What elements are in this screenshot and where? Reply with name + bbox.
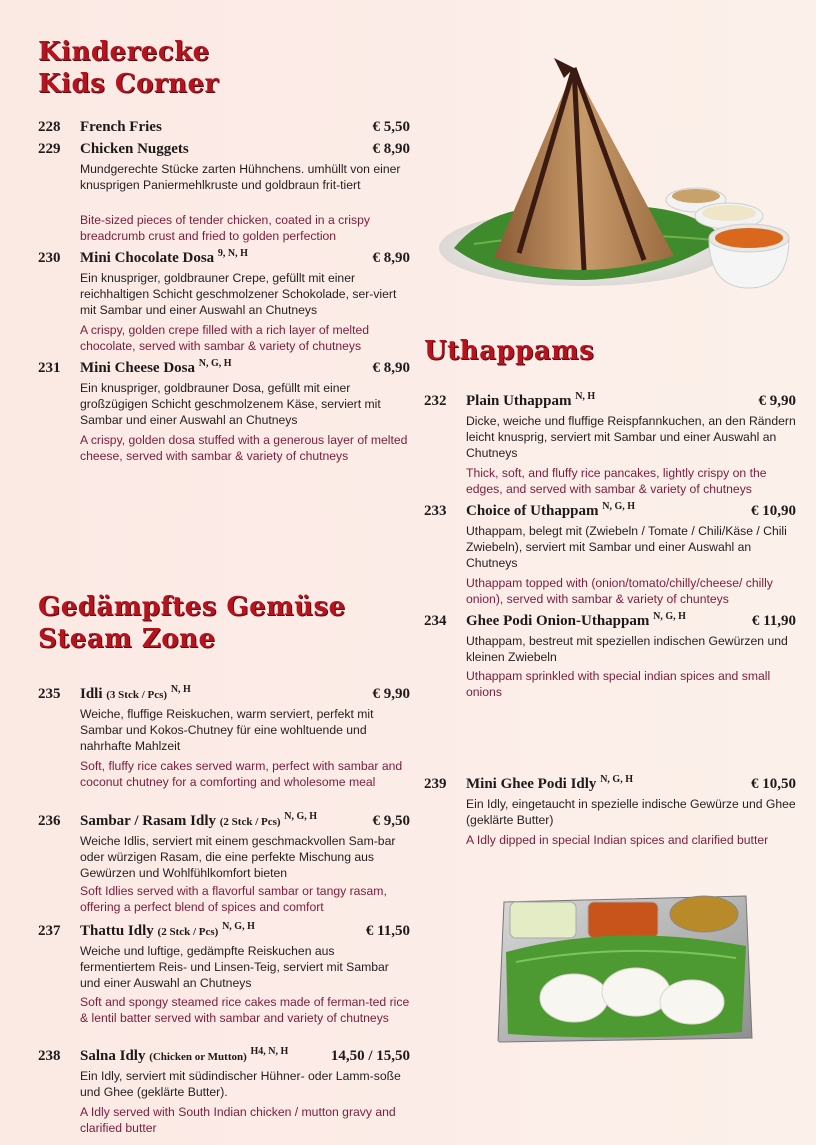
idli-platter-photo <box>496 892 754 1044</box>
item-description-en: Soft and spongy steamed rice cakes made of ferman-ted rice & lentil batter served with sambar and variety of chutneys <box>80 995 410 1025</box>
item-number: 237 <box>38 923 61 939</box>
item-name: Chicken Nuggets <box>80 141 189 157</box>
item-price: € 8,90 <box>372 141 410 157</box>
item-price: € 11,50 <box>365 923 410 939</box>
item-price: € 5,50 <box>372 119 410 135</box>
item-description-de: Mundgerechte Stücke zarten Hühnchens. umhüllt von einer knusprigen Paniermehlkruste und goldbraun frit-tiert <box>80 162 401 192</box>
steam-section-title <box>38 591 346 655</box>
item-number: 231 <box>38 360 61 376</box>
item-description-en: A crispy, golden crepe filled with a rich layer of melted chocolate, served with sambar & variety of chutneys <box>80 323 370 353</box>
item-description-en: Soft Idlies served with a flavorful sambar or tangy rasam, offering a perfect blend of spices and comfort <box>80 884 387 914</box>
item-description-en: Soft, fluffy rice cakes served warm, perfect with sambar and coconut chutney for a comforting and wholesome meal <box>80 759 403 789</box>
item-name: Thattu Idly (2 Stck / Pcs) $^{N, G, H}$ <box>80 921 255 939</box>
item-description-en: Uthappam topped with (onion/tomato/chilly/cheese/ chilly onion), served with sambar & variety of chunteys <box>466 576 773 606</box>
item-name: Choice of Uthappam $^{N, G, H}$ <box>466 501 636 519</box>
item-description-en: Bite-sized pieces of tender chicken, coated in a crispy breadcrumb crust and fried to golden perfection <box>80 213 370 243</box>
kids-title-en: Kids Corner <box>38 69 219 99</box>
kids-section-title <box>38 36 219 100</box>
item-number: 232 <box>424 393 447 409</box>
item-description-de: Dicke, weiche und fluffige Reispfannkuchen, an den Rändern leicht knusprig, serviert mit Sambar und einer Auswahl an Chutneys <box>466 414 796 460</box>
item-description-en: Uthappam sprinkled with special indian spices and small onions <box>466 669 771 699</box>
item-price: € 8,90 <box>372 250 410 266</box>
item-description-en: A Idly served with South Indian chicken / mutton gravy and clarified butter <box>80 1105 396 1135</box>
item-description-de: Ein Idly, eingetaucht in spezielle indische Gewürze und Ghee (geklärte Butter) <box>466 797 796 827</box>
item-number: 236 <box>38 813 61 829</box>
item-name: Mini Cheese Dosa $^{N, G, H}$ <box>80 358 232 376</box>
item-name: French Fries <box>80 119 162 135</box>
item-description-de: Weiche, fluffige Reiskuchen, warm serviert, perfekt mit Sambar und Kokos-Chutney für eine wohltuende und nahrhafte Mahlzeit <box>80 707 374 753</box>
steam-title-en: Steam Zone <box>38 624 216 654</box>
steam-title-de: Gedämpftes Gemüse <box>38 592 346 622</box>
item-description-de: Ein knuspriger, goldbrauner Crepe, gefüllt mit einer reichhaltigen Schicht geschmolzener Schokolade, ser-viert mit Sambar und einer Auswahl an Chutneys <box>80 271 397 317</box>
item-number: 235 <box>38 686 61 702</box>
item-price: € 9,50 <box>372 813 410 829</box>
item-description-de: Weiche Idlis, serviert mit einem geschmackvollen Sam-bar oder würzigen Rasam, die eine perfekte Mischung aus Gewürzen und Wohlfühlkomfort bieten <box>80 834 396 880</box>
item-number: 229 <box>38 141 61 157</box>
item-description-en: Thick, soft, and fluffy rice pancakes, lightly crispy on the edges, and served with sambar & variety of chutneys <box>466 466 767 496</box>
item-description-en: A Idly dipped in special Indian spices and clarified butter <box>466 833 769 847</box>
item-name: Sambar / Rasam Idly (2 Stck / Pcs) $^{N, G, H}$ <box>80 811 318 829</box>
idli <box>540 974 608 1022</box>
item-number: 239 <box>424 776 447 792</box>
uthappams-section-title: Uthappams <box>424 336 595 366</box>
item-name: Mini Ghee Podi Idly $^{N, G, H}$ <box>466 774 633 792</box>
item-description-de: Uthappam, bestreut mit speziellen indischen Gewürzen und kleinen Zwiebeln <box>466 634 788 664</box>
item-name: Salna Idly (Chicken or Mutton) $^{H4, N, H}$ <box>80 1046 289 1064</box>
item-price: € 9,90 <box>372 686 410 702</box>
item-price: € 11,90 <box>751 613 796 629</box>
item-description-de: Uthappam, belegt mit (Zwiebeln / Tomate / Chili/Käse / Chili Zwiebeln), serviert mit Sambar und einer Auswahl an Chutneys <box>466 524 787 570</box>
item-number: 230 <box>38 250 61 266</box>
item-price: € 10,50 <box>751 776 796 792</box>
item-description-de: Ein knuspriger, goldbrauner Dosa, gefüllt mit einer großzügigen Schicht geschmolzenem Käse, serviert mit Sambar und einer Auswahl an Chutneys <box>80 381 381 427</box>
item-price: € 8,90 <box>372 360 410 376</box>
chutney-bowl <box>510 902 576 938</box>
item-name: Mini Chocolate Dosa $^{9, N, H}$ <box>80 248 248 266</box>
item-price: € 9,90 <box>758 393 796 409</box>
item-name: Plain Uthappam $^{N, H}$ <box>466 391 596 409</box>
item-number: 238 <box>38 1048 61 1064</box>
item-number: 228 <box>38 119 61 135</box>
item-description-de: Weiche und luftige, gedämpfte Reiskuchen aus fermentiertem Reis- und Linsen-Teig, serviert mit Sambar und einer Auswahl an Chutneys <box>80 944 389 990</box>
item-price: 14,50 / 15,50 <box>330 1048 410 1064</box>
item-description-en: A crispy, golden dosa stuffed with a generous layer of melted cheese, served with sambar & variety of chutneys <box>80 433 408 463</box>
kids-title-de: Kinderecke <box>38 37 210 67</box>
item-description-de: Ein Idly, serviert mit südindischer Hühner- oder Lamm-soße und Ghee (geklärte Butter). <box>80 1069 401 1099</box>
item-number: 234 <box>424 613 447 629</box>
item-price: € 10,90 <box>751 503 796 519</box>
item-name: Idli (3 Stck / Pcs) $^{N, H}$ <box>80 684 191 702</box>
dosa-cone-photo <box>434 48 796 308</box>
item-name: Ghee Podi Onion-Uthappam $^{N, G, H}$ <box>466 611 686 629</box>
item-number: 233 <box>424 503 447 519</box>
